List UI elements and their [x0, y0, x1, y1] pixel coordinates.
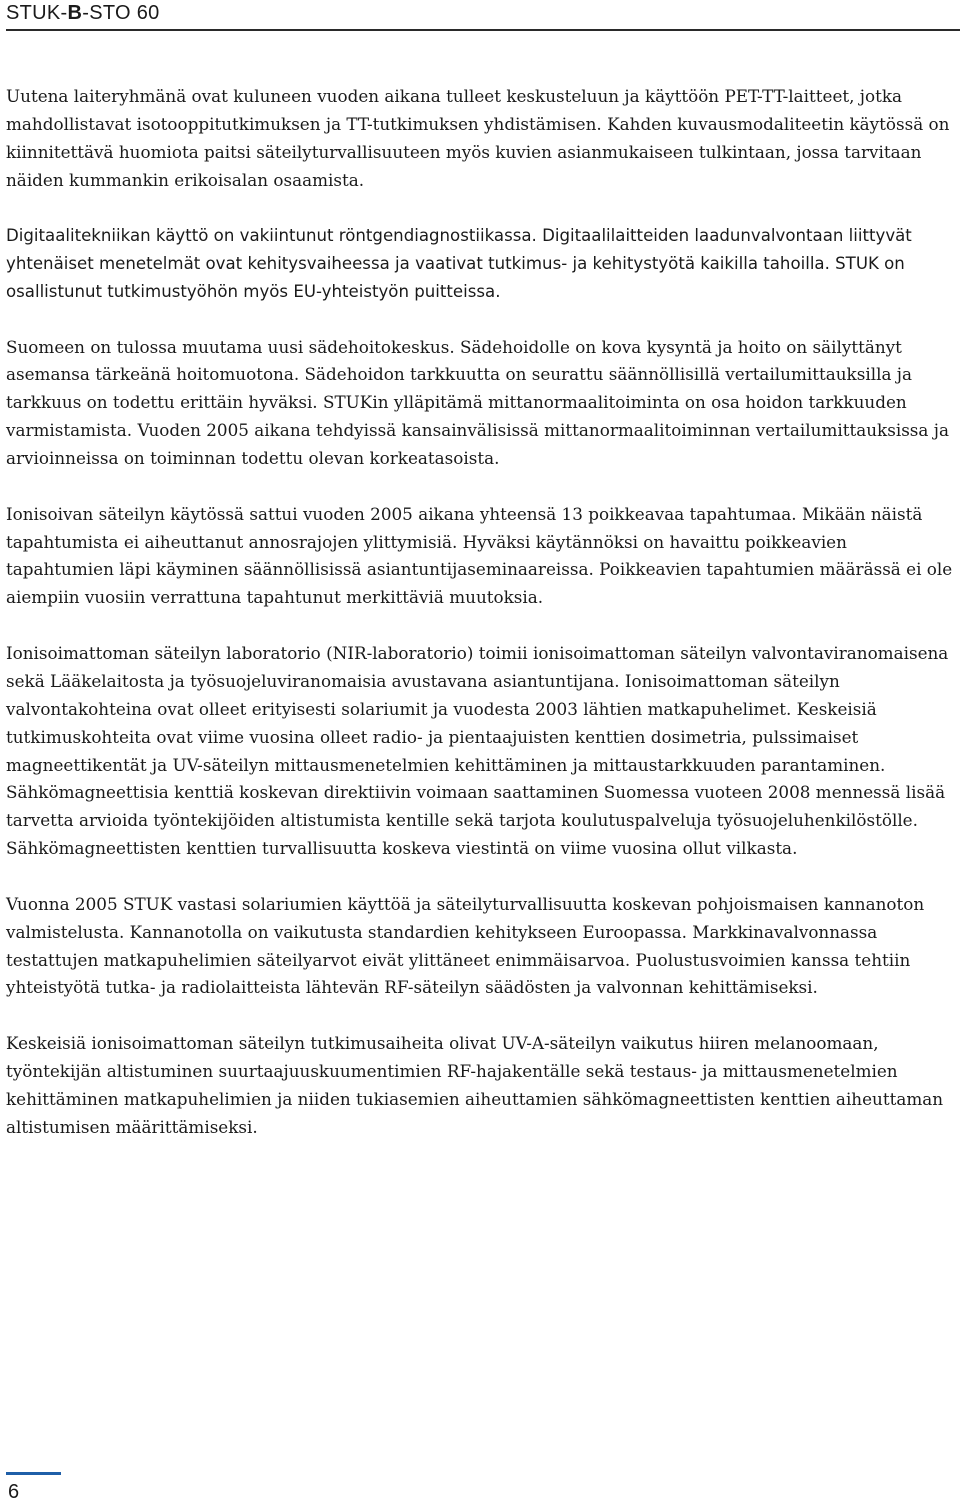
publication-code-prefix: STUK- — [6, 2, 68, 24]
page-number: 6 — [8, 1481, 20, 1503]
publication-code-bold: B — [67, 2, 83, 24]
publication-code — [6, 2, 160, 25]
paragraph-radiotherapy: Suomeen on tulossa muutama uusi sädehoitokeskus. Sädehoidolle on kova kysyntä ja hoito on säilyttänyt asemansa tärkeänä hoitomuotona. Sädehoidon tarkkuutta on seurattu säännöllisillä vertailumittauksilla ja tarkkuus on todettu erittäin hyväksi. STUKin ylläpitämä mittanormaalitoiminta on osa hoidon tarkkuuden varmistamista. Vuoden 2005 aikana tehdyissä kansainvälisissä mittanormaalitoiminnan vertailumittauksissa ja arvioinneissa on toiminnan todettu olevan korkeatasoista. — [6, 336, 949, 469]
page-header — [6, 0, 960, 30]
paragraph-incidents: Ionisoivan säteilyn käytössä sattui vuoden 2005 aikana yhteensä 13 poikkeavaa tapahtumaa. Mikään näistä tapahtumista ei aiheuttanut annosrajojen ylittymisiä. Hyväksi käytännöksi on havaittu poikkeavien tapahtumien läpi käyminen säännöllisissä asiantuntijaseminaareissa. Poikkeavien tapahtumien määrässä ei ole aiempiin vuosiin verrattuna tapahtunut merkittäviä muutoksia. — [6, 503, 953, 608]
paragraph-solarium-statement: Vuonna 2005 STUK vastasi solariumien käyttöä ja säteilyturvallisuutta koskevan pohjoismaisen kannanoton valmistelusta. Kannanotolla on vaikutusta standardien kehitykseen Euroopassa. Markkinavalvonnassa testattujen matkapuhelimien säteilyarvot eivät ylittäneet enimmäisarvoa. Puolustusvoimien kanssa tehtiin yhteistyötä tutka- ja radiolaitteista lähtevän RF-säteilyn säädösten ja valvonnan kehittämiseksi. — [6, 893, 925, 998]
body-text — [6, 83, 954, 1169]
paragraph-pet-tt: Uutena laiteryhmänä ovat kuluneen vuoden aikana tulleet keskusteluun ja käyttöön PET-TT-laitteet, jotka mahdollistavat isotooppitutkimuksen ja TT-tutkimuksen yhdistämisen. Kahden kuvausmodaliteetin käytössä on kiinnitettävä huomiota paitsi säteilyturvallisuuteen myös kuvien asianmukaiseen tulkintaan, jossa tarvitaan näiden kummankin erikoisalan osaamista. — [6, 86, 950, 190]
header-divider — [6, 29, 960, 31]
paragraph-nir-laboratory: Ionisoimattoman säteilyn laboratorio (NIR-laboratorio) toimii ionisoimattoman säteilyn valvontaviranomaisena sekä Lääkelaitosta ja työsuojeluviranomaisia avustavana asiantuntijana. Ionisoimattoman säteilyn valvontakohteina ovat olleet erityisesti solariumit ja vuodesta 2003 lähtien matkapuhelimet. Keskeisiä tutkimuskohteita ovat viime vuosina olleet radio- ja pientaajuisten kenttien dosimetria, pulssimaiset magneettikentät ja UV-säteilyn mittausmenetelmien kehittäminen ja mittaustarkkuuden parantaminen. Sähkömagneettisia kenttiä koskevan direktiivin voimaan saattaminen Suomessa vuoteen 2008 mennessä lisää tarvetta arvioida työntekijöiden altistumista kentille sekä tarjota koulutuspalveluja työsuojeluhenkilöstölle. Sähkömagneettisten kenttien turvallisuutta koskeva viestintä on viime vuosina ollut vilkasta. — [6, 642, 949, 859]
publication-code-suffix: -STO 60 — [82, 2, 160, 24]
paragraph-digital-imaging: Digitaalitekniikan käyttö on vakiintunut röntgendiagnostiikassa. Digitaalilaitteiden laadunvalvontaan liittyvät yhtenäiset menetelmät ovat kehitysvaiheessa ja vaativat tutkimus- ja kehitystyötä kaikilla tahoilla. STUK on osallistunut tutkimustyöhön myös EU-yhteistyön puitteissa. — [6, 226, 912, 302]
footer-accent-line — [6, 1472, 61, 1475]
paragraph-research-topics: Keskeisiä ionisoimattoman säteilyn tutkimusaiheita olivat UV-A-säteilyn vaikutus hiiren melanoomaan, työntekijän altistuminen suurtaajuuskuumentimien RF-hajakentälle sekä testaus- ja mittausmenetelmien kehittäminen matkapuhelimien ja niiden tukiasemien aiheuttamien sähkömagneettisten kenttien aiheuttaman altistumisen määrittämiseksi. — [6, 1032, 944, 1137]
